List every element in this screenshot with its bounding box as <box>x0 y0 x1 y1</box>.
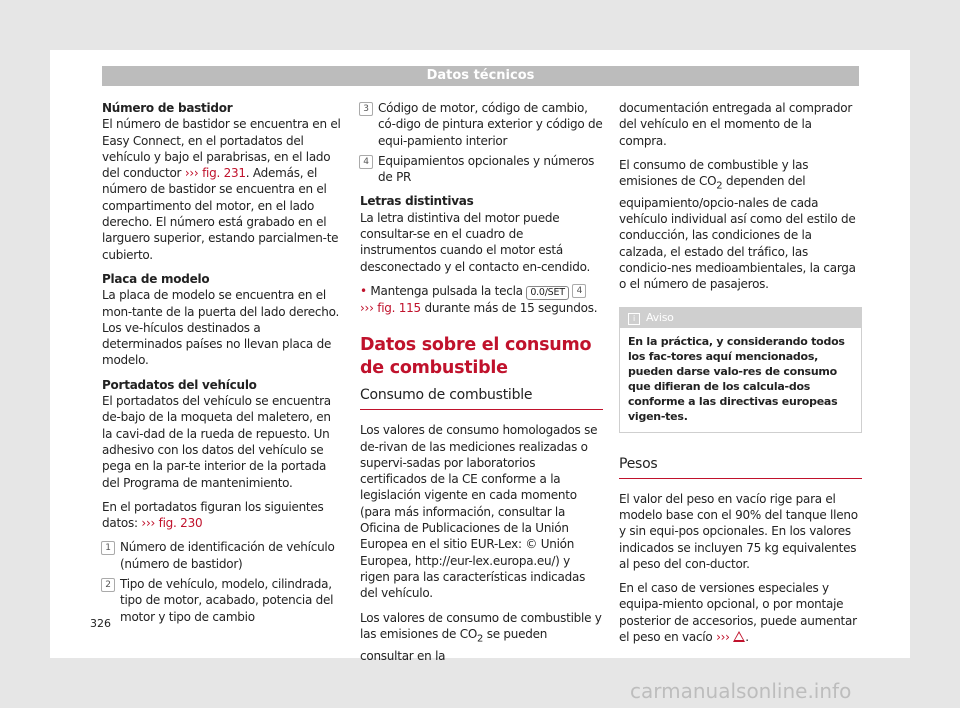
callout-number: 1 <box>101 541 115 555</box>
callout-number: 4 <box>572 284 586 298</box>
warning-triangle-icon <box>733 631 745 642</box>
heading-portadatos: Portadatos del vehículo <box>102 377 257 392</box>
column-middle <box>360 100 603 672</box>
paragraph-co2: El consumo de combustible y las emisiones de $CO_2$ dependen del equipamiento/opcio-nales de cada vehículo individual así como del estilo de conducción, las condiciones de la calzada, el estado del tráfico, las condicio-nes medioambientales, la carga o el número de pasajeros. <box>619 157 856 292</box>
paragraph-letras: La letra distintiva del motor puede consultar-se en el cuadro de instrumentos cuando el motor está desconectado y el contacto en-cendido. <box>360 210 591 274</box>
heading-datos-consumo: Datos sobre el consumo de combustible <box>360 335 592 379</box>
paragraph-valores: Los valores de consumo de combustible y las emisiones de $CO_2$ se pueden consultar en la <box>360 610 602 663</box>
fig-230-link[interactable]: ››› fig. 230 <box>141 516 203 531</box>
callout-number: 3 <box>359 102 373 116</box>
fig-115-link[interactable]: ››› fig. 115 <box>360 300 421 315</box>
aviso-text: En la práctica, y considerando todos los fac-tores aquí mencionados, pueden darse valo-res de consumo que difieran de los calcula-dos conforme a las directivas europeas vigen-tes. <box>628 334 845 423</box>
list-item: 2 Tipo de vehículo, modelo, cilindrada, tipo de motor, acabado, potencia del motor y tipo de cambio <box>102 576 342 625</box>
watermark: carmanualsonline.info <box>630 679 852 703</box>
bullet-icon: • <box>360 283 367 298</box>
paragraph-bastidor: El número de bastidor se encuentra en el Easy Connect, en el portadatos del vehículo y bajo el parabrisas, en el lado del conductor ››› fig. 231. Además, el número de bastidor se encuentra en el compartimento del motor, en el lado derecho. El número está grabado en el larguero superior, estando parcialmen-te cubierto. <box>102 117 341 262</box>
column-left <box>102 100 342 629</box>
heading-placa: Placa de modelo <box>102 271 210 286</box>
bullet-instruction: • Mantenga pulsada la tecla 0.0/SET 4 ››› fig. 115 durante más de 15 segundos. <box>360 283 598 315</box>
paragraph-pesos-1: El valor del peso en vacío rige para el modelo base con el 90% del tanque lleno y sin equi-pos opcionales. En los valores indicados se incluyen 75 kg equivalentes al peso del con-ductor. <box>619 491 858 571</box>
paragraph-portadatos: El portadatos del vehículo se encuentra de-bajo de la moqueta del maletero, en la cavi-dad de la rueda de repuesto. Un adhesivo con los datos del vehículo se pega en la par-te interior de la portada del Programa de mantenimiento. <box>102 394 331 490</box>
column-right <box>619 100 862 653</box>
aviso-header: i Aviso <box>620 308 861 328</box>
callout-number: 4 <box>359 155 373 169</box>
info-icon: i <box>628 313 640 325</box>
key-0-0-set: 0.0/SET <box>526 286 568 300</box>
aviso-box <box>619 307 862 433</box>
callout-number: 2 <box>101 578 115 592</box>
heading-letras: Letras distintivas <box>360 194 474 209</box>
heading-pesos: Pesos <box>619 455 862 479</box>
list-item: 1 Número de identificación de vehículo (número de bastidor) <box>102 539 342 572</box>
fig-231-link[interactable]: ››› fig. 231 <box>184 166 246 181</box>
page-number: 326 <box>90 617 111 630</box>
paragraph-consumo: Los valores de consumo homologados se de-rivan de las mediciones realizadas o supervi-sadas por laboratorios certificados de la CE conforme a la legislación vigente en cada momento (para más información, consultar la Oficina de Publicaciones de la Unión Europea en el sitio EUR-Lex: © Unión Europea, http://eur-lex.europa.eu/) y rigen para las características indicadas del vehículo. <box>360 423 598 601</box>
heading-consumo: Consumo de combustible <box>360 386 603 410</box>
heading-bastidor: Número de bastidor <box>102 101 233 115</box>
warning-link[interactable]: ››› <box>716 630 745 644</box>
paragraph-documentacion: documentación entregada al comprador del vehículo en el momento de la compra. <box>619 101 853 148</box>
paragraph-placa: La placa de modelo se encuentra en el mon-tante de la puerta del lado derecho. Los ve-hículos destinados a determinados países no llevan placa de modelo. <box>102 288 340 368</box>
list-item: 4 Equipamientos opcionales y números de PR <box>360 153 603 186</box>
paragraph-pesos-2: En el caso de versiones especiales y equipa-miento opcional, o por montaje posterior de accesorios, puede aumentar el peso en vacío ››› . <box>619 581 857 645</box>
list-item: 3 Código de motor, código de cambio, có-digo de pintura exterior y código de equi-pamiento interior <box>360 100 603 149</box>
section-header: Datos técnicos <box>102 66 859 86</box>
paragraph-figuran: En el portadatos figuran los siguientes datos: ››› fig. 230 <box>102 499 324 531</box>
